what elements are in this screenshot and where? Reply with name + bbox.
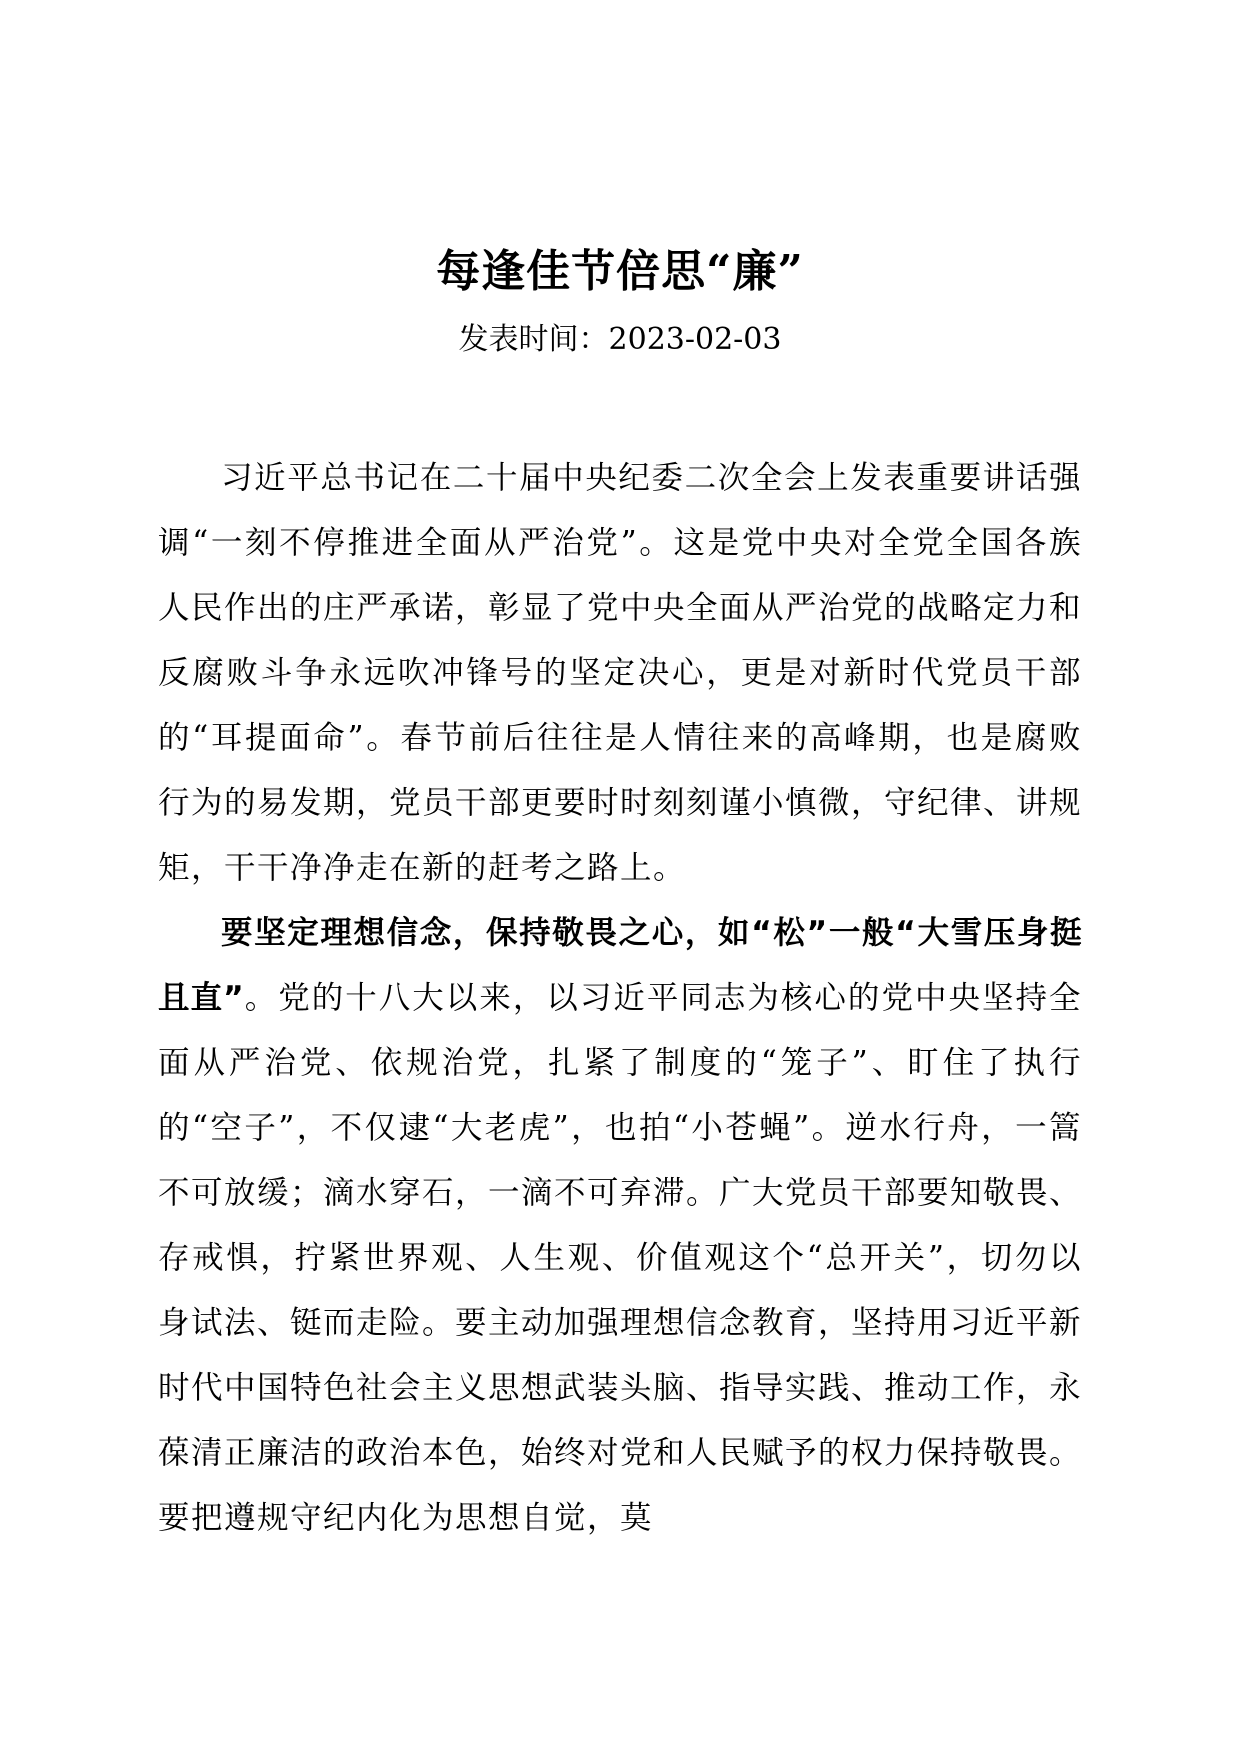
publish-label: 发表时间： (458, 322, 609, 357)
paragraph-2 (158, 901, 1082, 1551)
paragraph-1-text: 习近平总书记在二十届中央纪委二次全会上发表重要讲话强调“一刻不停推进全面从严治党”。这是党中央对全党全国各族人民作出的庄严承诺，彰显了党中央全面从严治党的战略定力和反腐败斗争永远吹冲锋号的坚定决心，更是对新时代党员干部的“耳提面命”。春节前后往往是人情往来的高峰期，也是腐败行为的易发期，党员干部更要时时刻刻谨小慎微，守纪律、讲规矩，干干净净走在新的赶考之路上。 (158, 460, 1083, 886)
publish-info (0, 318, 1240, 362)
article-body (158, 446, 1082, 1551)
publish-date: 2023-02-03 (608, 322, 782, 357)
paragraph-1 (158, 446, 1082, 901)
paragraph-2-text: 。党的十八大以来，以习近平同志为核心的党中央坚持全面从严治党、依规治党，扎紧了制度的“笼子”、盯住了执行的“空子”，不仅逮“大老虎”，也拍“小苍蝇”。逆水行舟，一篙不可放缓；滴水穿石，一滴不可弃滞。广大党员干部要知敬畏、存戒惧，拧紧世界观、人生观、价值观这个“总开关”，切勿以身试法、铤而走险。要主动加强理想信念教育，坚持用习近平新时代中国特色社会主义思想武装头脑、指导实践、推动工作，永葆清正廉洁的政治本色，始终对党和人民赋予的权力保持敬畏。要把遵规守纪内化为思想自觉，莫 (158, 980, 1083, 1536)
article-title: 每逢佳节倍思“廉” (436, 246, 804, 297)
paragraph-2-lead: 要坚定理想信念，保持敬畏之心，如“松”一般“大雪压身挺且直” (158, 915, 1082, 1016)
